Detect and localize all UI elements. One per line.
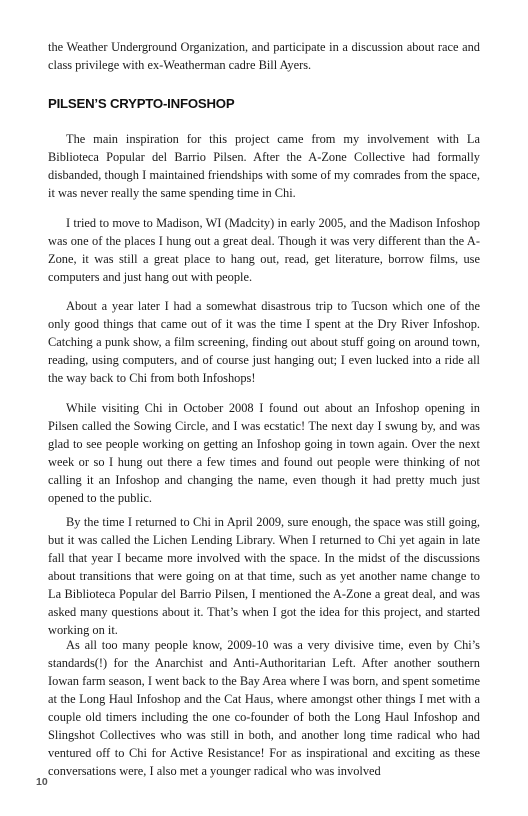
paragraph-1: The main inspiration for this project came from my involvement with La Biblioteca Popular del Barrio Pilsen. After the A-Zone Collective had formally disbanded, though I maintained friendships with some of my comrades from the space, it was never really the same spending time in Chi. (48, 132, 480, 200)
paragraph-5: By the time I returned to Chi in April 2009, sure enough, the space was still going, but it was called the Lichen Lending Library. When I returned to Chi yet again in late fall that year I became more involved with the space. In the midst of the discussions about transitions that were going on at that time, such as yet another name change to La Biblioteca Popular del Barrio Pilsen, I mentioned the A-Zone a great deal, and was asked many questions about it. That’s when I got the idea for this project, and started working on it. (48, 515, 480, 637)
section-heading: PILSEN’S CRYPTO-INFOSHOP (48, 96, 235, 111)
paragraph-3: About a year later I had a somewhat disastrous trip to Tucson which one of the only good things that came out of it was the time I spent at the Dry River Infoshop. Catching a punk show, a film screening, finding out about stuff going on around town, reading, using computers, and of course just hanging out; I even lucked into a ride all the way back to Chi from both Infoshops! (48, 299, 480, 385)
page-number: 10 (36, 776, 48, 788)
paragraph-2: I tried to move to Madison, WI (Madcity) in early 2005, and the Madison Infoshop was one of the places I hung out a great deal. Though it was very different than the A-Zone, it was still a great place to hang out, read, get literature, borrow films, use computers and just hang out with people. (48, 216, 480, 284)
paragraph-6: As all too many people know, 2009-10 was a very divisive time, even by Chi’s standards(!) for the Anarchist and Anti-Authoritarian Left. After another southern Iowan farm season, I went back to the Bay Area where I was born, and spent sometime at the Long Haul Infoshop and the Cat Haus, where amongst other things I met with a couple old timers including the one co-founder of both the Long Haul Infoshop and Slingshot Collectives who was still in both, and another long time radical who had ventured off to Chi for Active Resistance! For as inspirational and exciting as these conversations were, I also met a younger radical who was involved (48, 638, 480, 778)
paragraph-4: While visiting Chi in October 2008 I found out about an Infoshop opening in Pilsen called the Sowing Circle, and I was ecstatic! The next day I swung by, and was glad to see people working on getting an Infoshop going in town again. Over the next week or so I hung out there a few times and found out people were thinking of not calling it an Infoshop and changing the name, even though it had pretty much just opened to the public. (48, 401, 480, 505)
intro-paragraph: the Weather Underground Organization, and participate in a discussion about race and class privilege with ex-Weatherman cadre Bill Ayers. (48, 40, 480, 72)
